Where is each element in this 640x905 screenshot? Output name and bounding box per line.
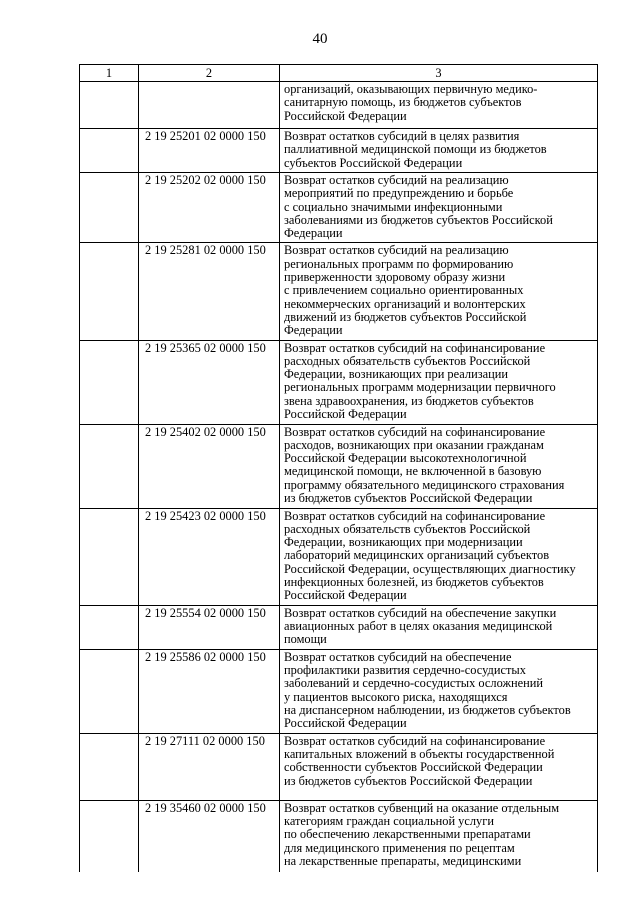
budget-code-cell: 2 19 35460 02 0000 150 xyxy=(139,800,280,872)
description-line: с привлечением социально ориентированных xyxy=(284,283,524,298)
description-cell xyxy=(280,82,598,129)
description-line: Российской Федерации, осуществляющих диагностику xyxy=(284,561,576,576)
description-line: Федерации xyxy=(284,323,343,338)
description-line: Российской Федерации высокотехнологичной xyxy=(284,451,527,466)
table-row xyxy=(80,605,598,649)
budget-codes-table xyxy=(79,64,598,872)
description-line: Возврат остатков субсидий на реализацию xyxy=(284,173,509,187)
description-line: заболеваниями из бюджетов субъектов Российской xyxy=(284,212,553,227)
description-cell xyxy=(280,649,598,733)
column-header-2: 2 xyxy=(139,65,280,82)
budget-code-cell: 2 19 25201 02 0000 150 xyxy=(139,129,280,173)
budget-code-cell: 2 19 25402 02 0000 150 xyxy=(139,424,280,508)
table-row xyxy=(80,340,598,424)
description-line: санитарную помощь, из бюджетов субъектов xyxy=(284,95,522,110)
description-line: Возврат остатков субсидий на софинансирование xyxy=(284,424,546,439)
cell-col1 xyxy=(80,800,139,872)
description-line: профилактики развития сердечно-сосудистых xyxy=(284,662,526,677)
description-line: лабораторий медицинских организаций субъектов xyxy=(284,548,550,563)
table-row xyxy=(80,82,598,129)
table-row xyxy=(80,243,598,340)
page-number: 40 xyxy=(312,31,328,47)
description-line: с социально значимыми инфекционными xyxy=(284,199,503,214)
description-line: авиационных работ в целях оказания медицинской xyxy=(284,618,553,633)
description-line: собственности субъектов Российской Федерации xyxy=(284,760,543,775)
description-cell xyxy=(280,424,598,508)
description-line: Возврат остатков субсидий на софинансирование xyxy=(284,340,546,355)
description-line: субъектов Российской Федерации xyxy=(284,155,463,170)
description-line: приверженности здоровому образу жизни xyxy=(284,270,506,285)
cell-col1 xyxy=(80,129,139,173)
description-line: Федерации xyxy=(284,226,343,241)
description-line: звена здравоохранения, из бюджетов субъектов xyxy=(284,393,534,408)
table-row xyxy=(80,649,598,733)
cell-col1 xyxy=(80,733,139,800)
description-line: помощи xyxy=(284,632,327,647)
description-line: капитальных вложений в объекты государственной xyxy=(284,746,555,761)
cell-col1 xyxy=(80,508,139,605)
description-cell xyxy=(280,129,598,173)
description-line: расходных обязательств субъектов Российской xyxy=(284,353,531,368)
description-line: Федерации, возникающих при реализации xyxy=(284,367,508,382)
table-row xyxy=(80,173,598,243)
table-row xyxy=(80,800,598,872)
description-line: из бюджетов субъектов Российской Федерации xyxy=(284,773,533,788)
description-line: организаций, оказывающих первичную медико- xyxy=(284,82,538,96)
description-line: Российской Федерации xyxy=(284,407,407,422)
description-line: Возврат остатков субсидий на обеспечение закупки xyxy=(284,605,557,620)
description-line: программу обязательного медицинского страхования xyxy=(284,477,565,492)
cell-col1 xyxy=(80,424,139,508)
description-line: Российской Федерации xyxy=(284,716,407,731)
cell-col1 xyxy=(80,649,139,733)
description-line: Федерации, возникающих при модернизации xyxy=(284,535,523,550)
description-line: Возврат остатков субвенций на оказание отдельным xyxy=(284,800,560,815)
description-line: Российской Федерации xyxy=(284,108,407,123)
description-line: для медицинского применения по рецептам xyxy=(284,840,515,855)
description-line: на лекарственные препараты, медицинскими xyxy=(284,853,522,868)
table-header-row xyxy=(80,65,598,82)
description-cell xyxy=(280,733,598,800)
description-line: региональных программ по формированию xyxy=(284,256,514,271)
table-row xyxy=(80,733,598,800)
description-line: Возврат остатков субсидий на реализацию xyxy=(284,243,509,258)
description-line: заболеваний и сердечно-сосудистых осложнений xyxy=(284,676,544,691)
description-line: у пациентов высокого риска, находящихся xyxy=(284,689,508,704)
budget-code-cell: 2 19 25281 02 0000 150 xyxy=(139,243,280,340)
description-cell xyxy=(280,508,598,605)
description-line: Возврат остатков субсидий на софинансирование xyxy=(284,508,546,523)
budget-code-cell xyxy=(139,82,280,129)
description-line: мероприятий по предупреждению и борьбе xyxy=(284,186,514,201)
description-line: Российской Федерации xyxy=(284,588,407,603)
description-line: медицинской помощи, не включенной в базовую xyxy=(284,464,542,479)
description-cell xyxy=(280,605,598,649)
description-line: расходных обязательств субъектов Российской xyxy=(284,521,531,536)
description-line: инфекционных болезней, из бюджетов субъектов xyxy=(284,575,544,590)
description-line: региональных программ модернизации первичного xyxy=(284,380,556,395)
column-header-1: 1 xyxy=(80,65,139,82)
budget-code-cell: 2 19 25586 02 0000 150 xyxy=(139,649,280,733)
description-line: из бюджетов субъектов Российской Федерации xyxy=(284,491,533,506)
description-line: Возврат остатков субсидий на обеспечение xyxy=(284,649,512,664)
cell-col1 xyxy=(80,173,139,243)
cell-col1 xyxy=(80,82,139,129)
description-line: Возврат остатков субсидий в целях развития xyxy=(284,129,520,143)
cell-col1 xyxy=(80,243,139,340)
description-cell xyxy=(280,800,598,872)
description-line: паллиативной медицинской помощи из бюджетов xyxy=(284,142,547,157)
table-row xyxy=(80,508,598,605)
budget-code-cell: 2 19 25554 02 0000 150 xyxy=(139,605,280,649)
description-line: некоммерческих организаций и волонтерских xyxy=(284,296,526,311)
budget-code-cell: 2 19 25423 02 0000 150 xyxy=(139,508,280,605)
description-cell xyxy=(280,173,598,243)
description-line: Возврат остатков субсидий на софинансирование xyxy=(284,733,546,748)
description-line: по обеспечению лекарственными препаратами xyxy=(284,827,531,842)
cell-col1 xyxy=(80,605,139,649)
description-line: движений из бюджетов субъектов Российской xyxy=(284,309,527,324)
budget-code-cell: 2 19 27111 02 0000 150 xyxy=(139,733,280,800)
description-cell xyxy=(280,243,598,340)
description-line: категориям граждан социальной услуги xyxy=(284,813,494,828)
description-cell xyxy=(280,340,598,424)
cell-col1 xyxy=(80,340,139,424)
budget-code-cell: 2 19 25365 02 0000 150 xyxy=(139,340,280,424)
budget-code-cell: 2 19 25202 02 0000 150 xyxy=(139,173,280,243)
table-row xyxy=(80,129,598,173)
table-row xyxy=(80,424,598,508)
description-line: на диспансерном наблюдении, из бюджетов субъектов xyxy=(284,702,571,717)
column-header-3: 3 xyxy=(280,65,598,82)
description-line: расходов, возникающих при оказании гражданам xyxy=(284,437,544,452)
